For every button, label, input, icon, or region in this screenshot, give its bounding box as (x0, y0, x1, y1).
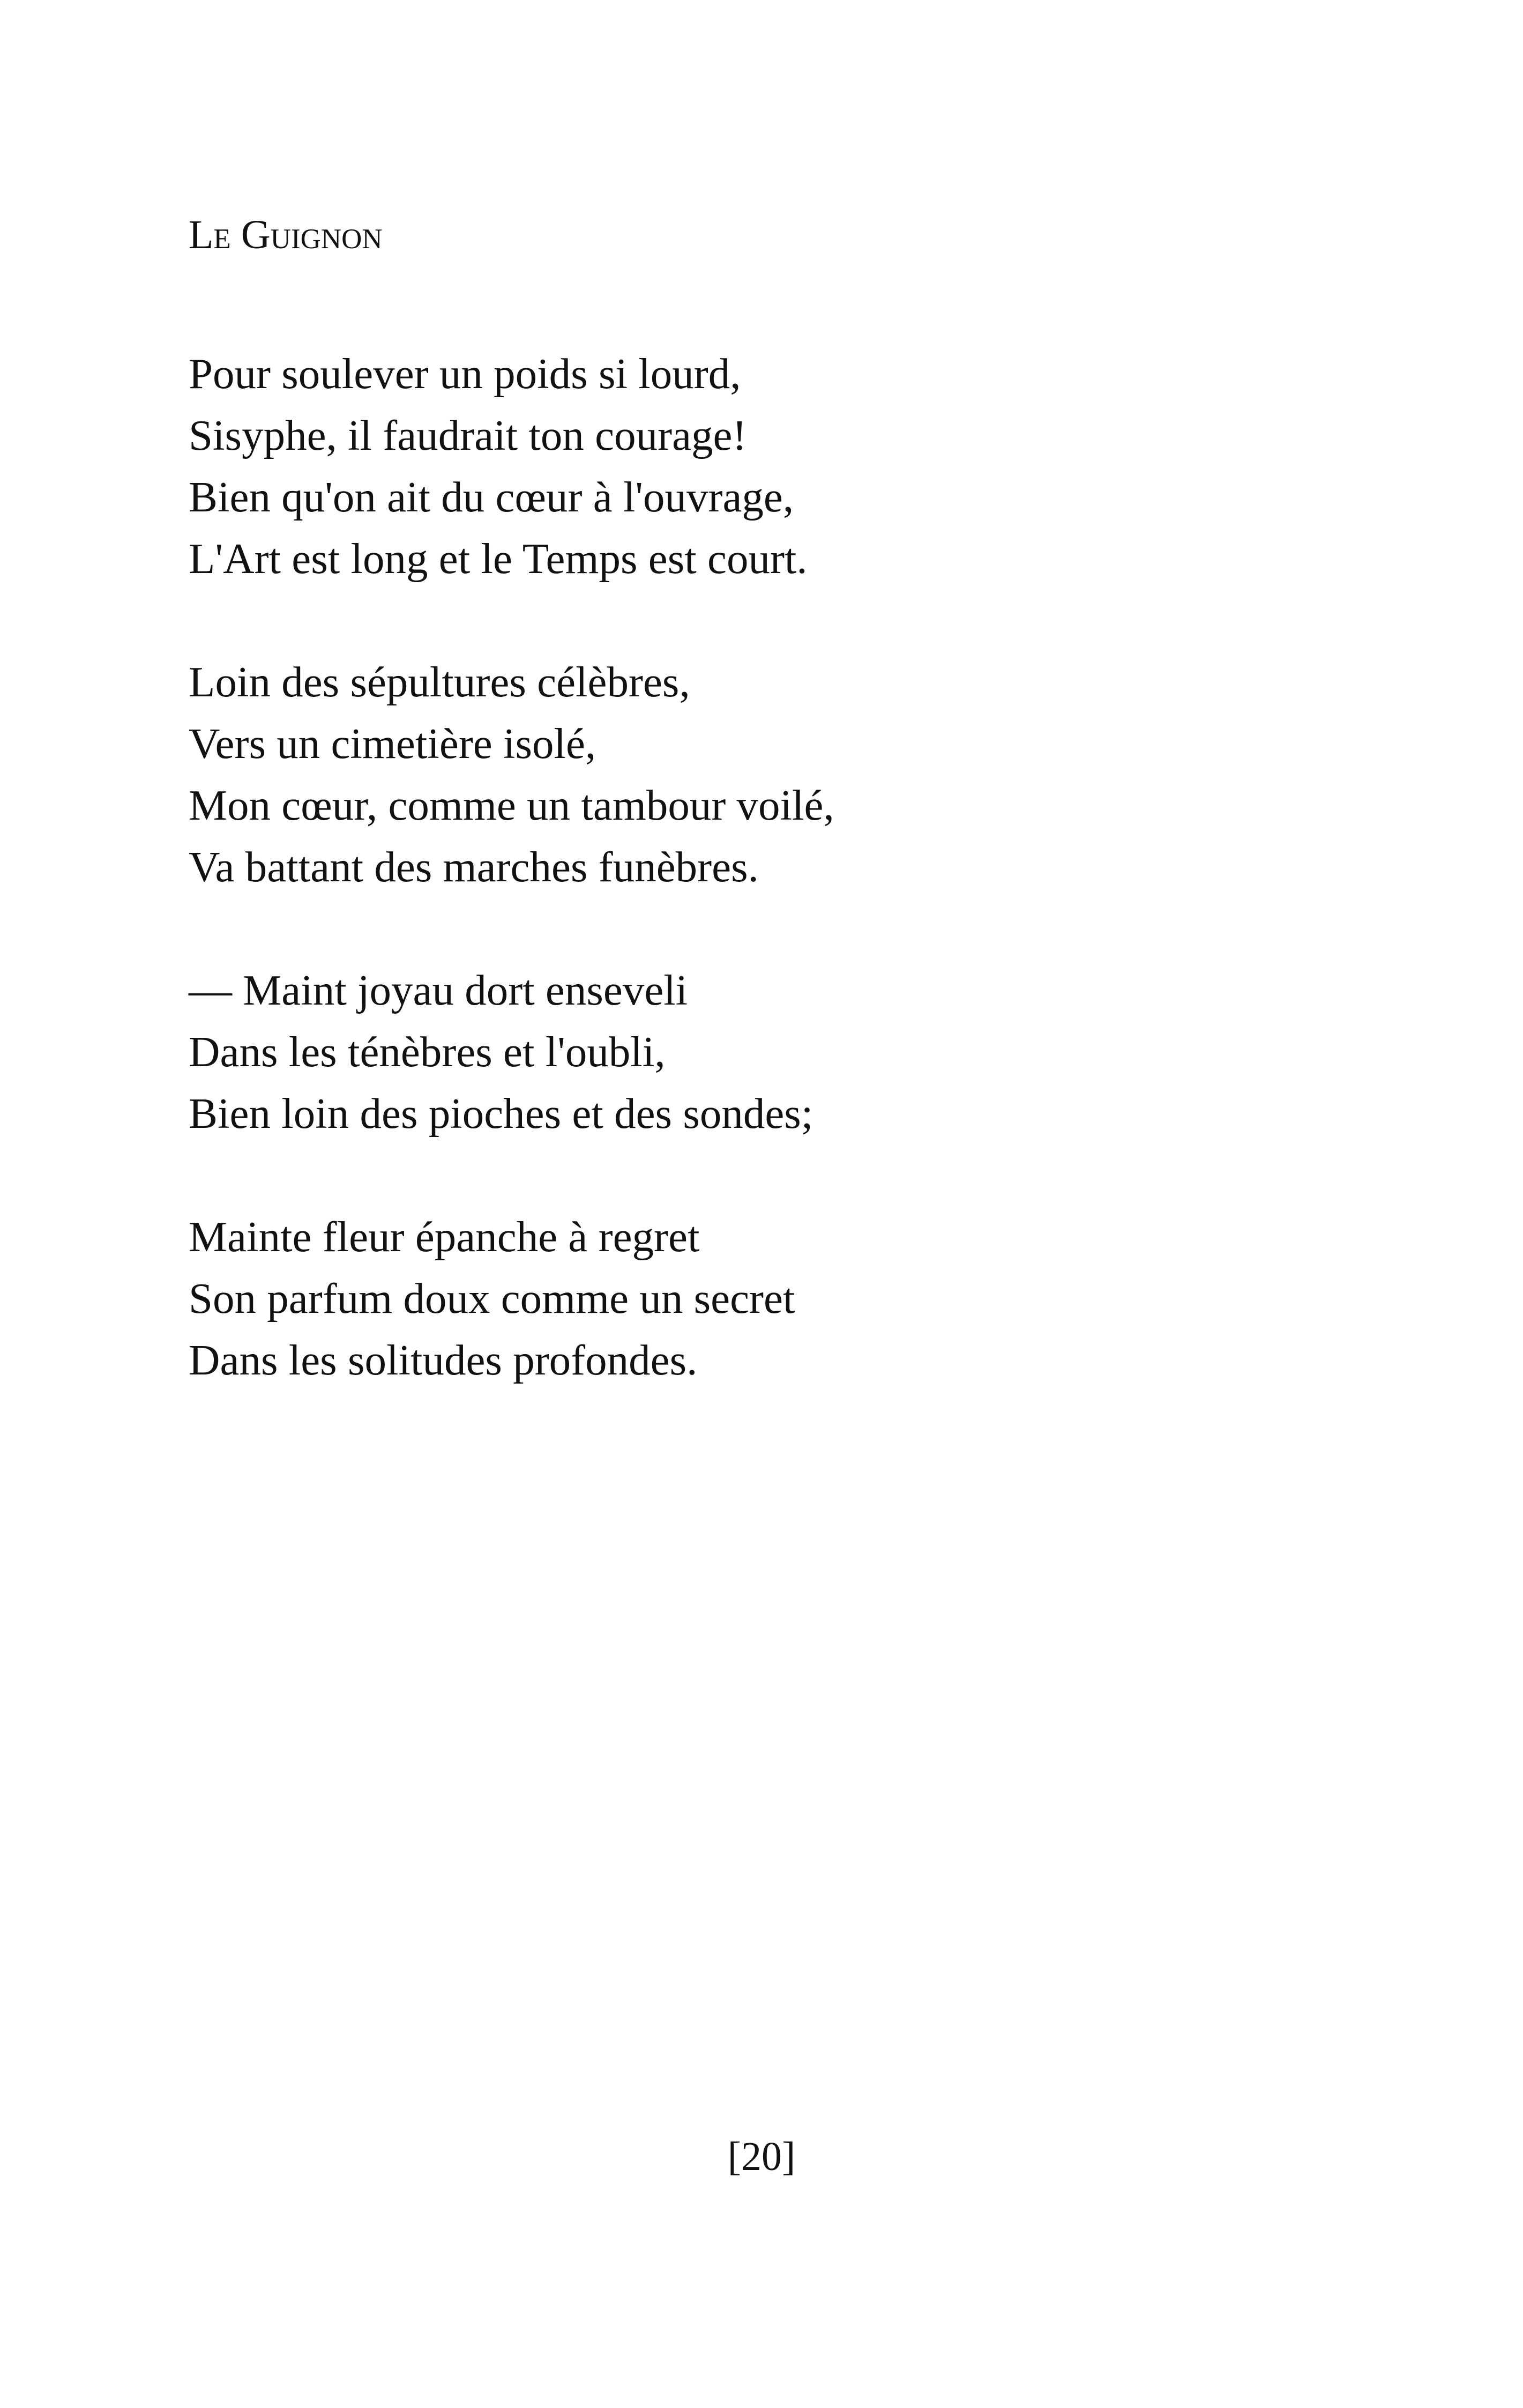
stanza-3 (189, 960, 834, 1144)
verse-line: L'Art est long et le Temps est court. (189, 534, 808, 583)
verse-line: Loin des sépultures célèbres, (189, 658, 690, 706)
verse-line: Sisyphe, il faudrait ton courage! (189, 411, 747, 459)
verse-line: Vers un cimetière isolé, (189, 719, 596, 768)
verse-line: Va battant des marches funèbres. (189, 843, 759, 891)
verse-line: Pour soulever un poids si lourd, (189, 350, 741, 398)
verse-line: Dans les solitudes profondes. (189, 1336, 698, 1384)
poem-body (189, 343, 834, 1391)
stanza-2 (189, 651, 834, 898)
verse-line: Mainte fleur épanche à regret (189, 1213, 700, 1261)
verse-line: — Maint joyau dort enseveli (189, 966, 688, 1014)
verse-line: Son parfum doux comme un secret (189, 1274, 795, 1322)
verse-line: Mon cœur, comme un tambour voilé, (189, 781, 834, 829)
verse-line: Dans les ténèbres et l'oubli, (189, 1028, 666, 1076)
poem-title: Le Guignon (189, 212, 383, 257)
verse-line: Bien loin des pioches et des sondes; (189, 1089, 813, 1138)
stanza-4 (189, 1206, 834, 1391)
stanza-1 (189, 343, 834, 590)
verse-line: Bien qu'on ait du cœur à l'ouvrage, (189, 473, 794, 521)
page-number: [20] (727, 2134, 796, 2179)
